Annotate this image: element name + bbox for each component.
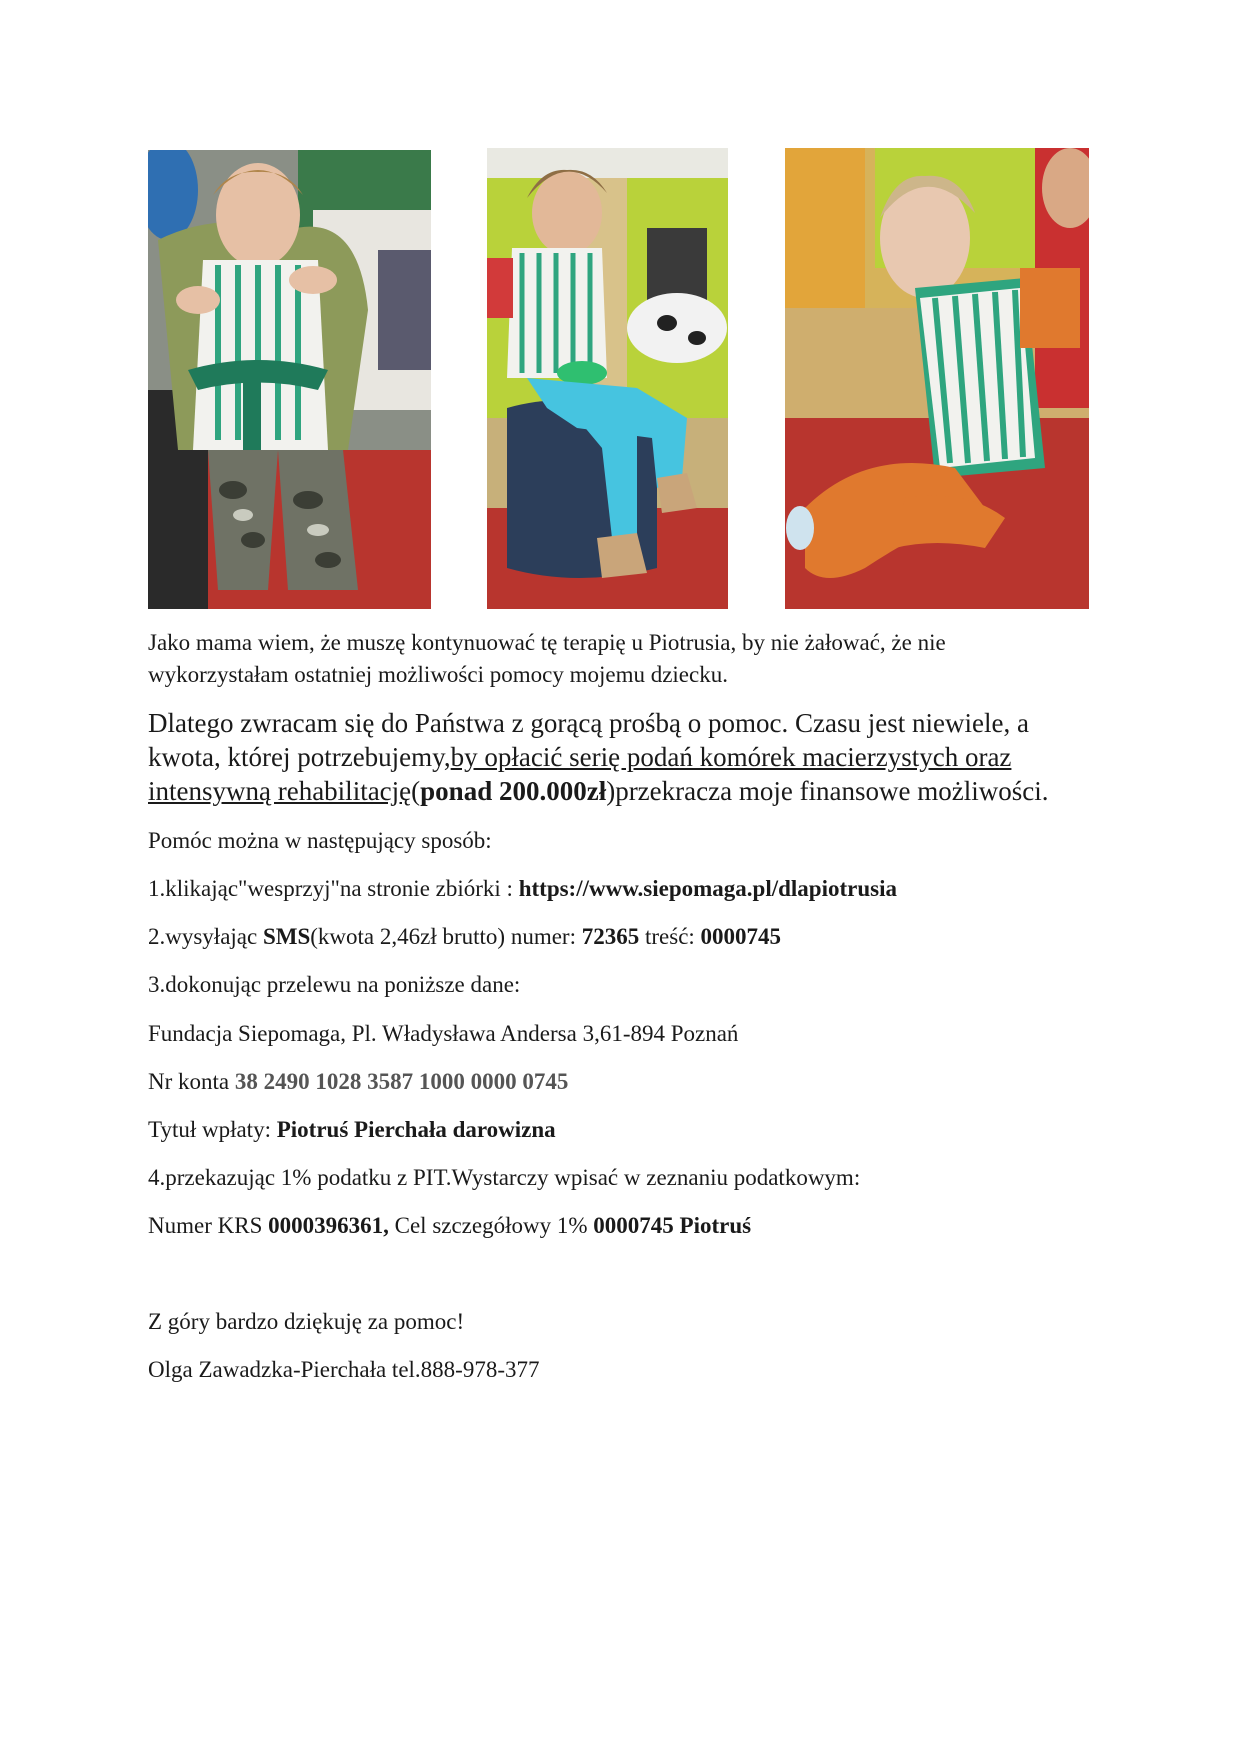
- fundraiser-link[interactable]: https://www.siepomaga.pl/dlapiotrusia: [518, 876, 897, 901]
- photo-boy-sitting-blue: [487, 148, 728, 609]
- krs-number: 0000396361,: [268, 1213, 389, 1238]
- appeal-line-1: Dlatego zwracam się do Państwa z gorącą prośbą o pomoc. Czasu jest niewiele, a: [148, 708, 1029, 738]
- help-option-3: 3.dokonując przelewu na poniższe dane:: [148, 972, 521, 997]
- intro-paragraph: [148, 627, 1098, 691]
- krs-goal: 0000745 Piotruś: [593, 1213, 752, 1238]
- sms-number: 72365: [581, 924, 640, 949]
- bank-account-label: Nr konta: [148, 1069, 235, 1094]
- intro-line-1: Jako mama wiem, że muszę kontynuować tę terapię u Piotrusia, by nie żałować, że nie: [148, 630, 946, 655]
- bank-account: [148, 1066, 1098, 1098]
- appeal-amount: ponad 200.000zł: [420, 776, 607, 806]
- sms-label: SMS: [262, 924, 311, 949]
- foundation-address: Fundacja Siepomaga, Pl. Władysława Andersa 3,61-894 Poznań: [148, 1021, 739, 1046]
- appeal-line-2-underlined: by opłacić serię podań komórek macierzystych oraz: [450, 742, 1012, 772]
- sms-content-label: treść:: [639, 924, 701, 949]
- help-option-1-text: 1.klikając"wesprzyj"na stronie zbiórki :: [148, 876, 519, 901]
- signature-line: Olga Zawadzka-Pierchała tel.888-978-377: [148, 1357, 540, 1382]
- sms-cost: (kwota 2,46zł brutto) numer:: [310, 924, 582, 949]
- howto-heading: Pomóc można w następujący sposób:: [148, 828, 492, 853]
- transfer-title-label: Tytuł wpłaty:: [148, 1117, 277, 1142]
- photo-1-illustration: [148, 150, 431, 609]
- appeal-line-2-plain: kwota, której potrzebujemy,: [148, 742, 451, 772]
- photo-3-illustration: [785, 148, 1089, 609]
- transfer-title-value: Piotruś Pierchała darowizna: [276, 1117, 556, 1142]
- appeal-paragraph: [148, 706, 1098, 808]
- appeal-line-3-open: (: [411, 776, 421, 806]
- thanks-line: Z góry bardzo dziękuję za pomoc!: [148, 1309, 465, 1334]
- photo-boy-kneeling-camo: [148, 150, 431, 609]
- help-option-4: 4.przekazując 1% podatku z PIT.Wystarczy wpisać w zeznaniu podatkowym:: [148, 1165, 861, 1190]
- krs-goal-label: Cel szczegółowy 1%: [388, 1213, 594, 1238]
- transfer-title: [148, 1114, 1098, 1146]
- photo-boy-lying-orange: [785, 148, 1089, 609]
- sms-content: 0000745: [700, 924, 782, 949]
- intro-line-2: wykorzystałam ostatniej możliwości pomocy mojemu dziecku.: [148, 662, 728, 687]
- photo-2-illustration: [487, 148, 728, 609]
- bank-account-number: 38 2490 1028 3587 1000 0000 0745: [234, 1069, 569, 1094]
- krs-info: [148, 1210, 1098, 1242]
- appeal-line-3-rest: )przekracza moje finansowe możliwości.: [606, 776, 1049, 806]
- appeal-line-3-underlined: intensywną rehabilitację: [148, 776, 412, 806]
- krs-label: Numer KRS: [148, 1213, 269, 1238]
- help-option-1: [148, 873, 1098, 905]
- help-option-2-prefix: 2.wysyłając: [148, 924, 263, 949]
- help-option-2: [148, 921, 1098, 953]
